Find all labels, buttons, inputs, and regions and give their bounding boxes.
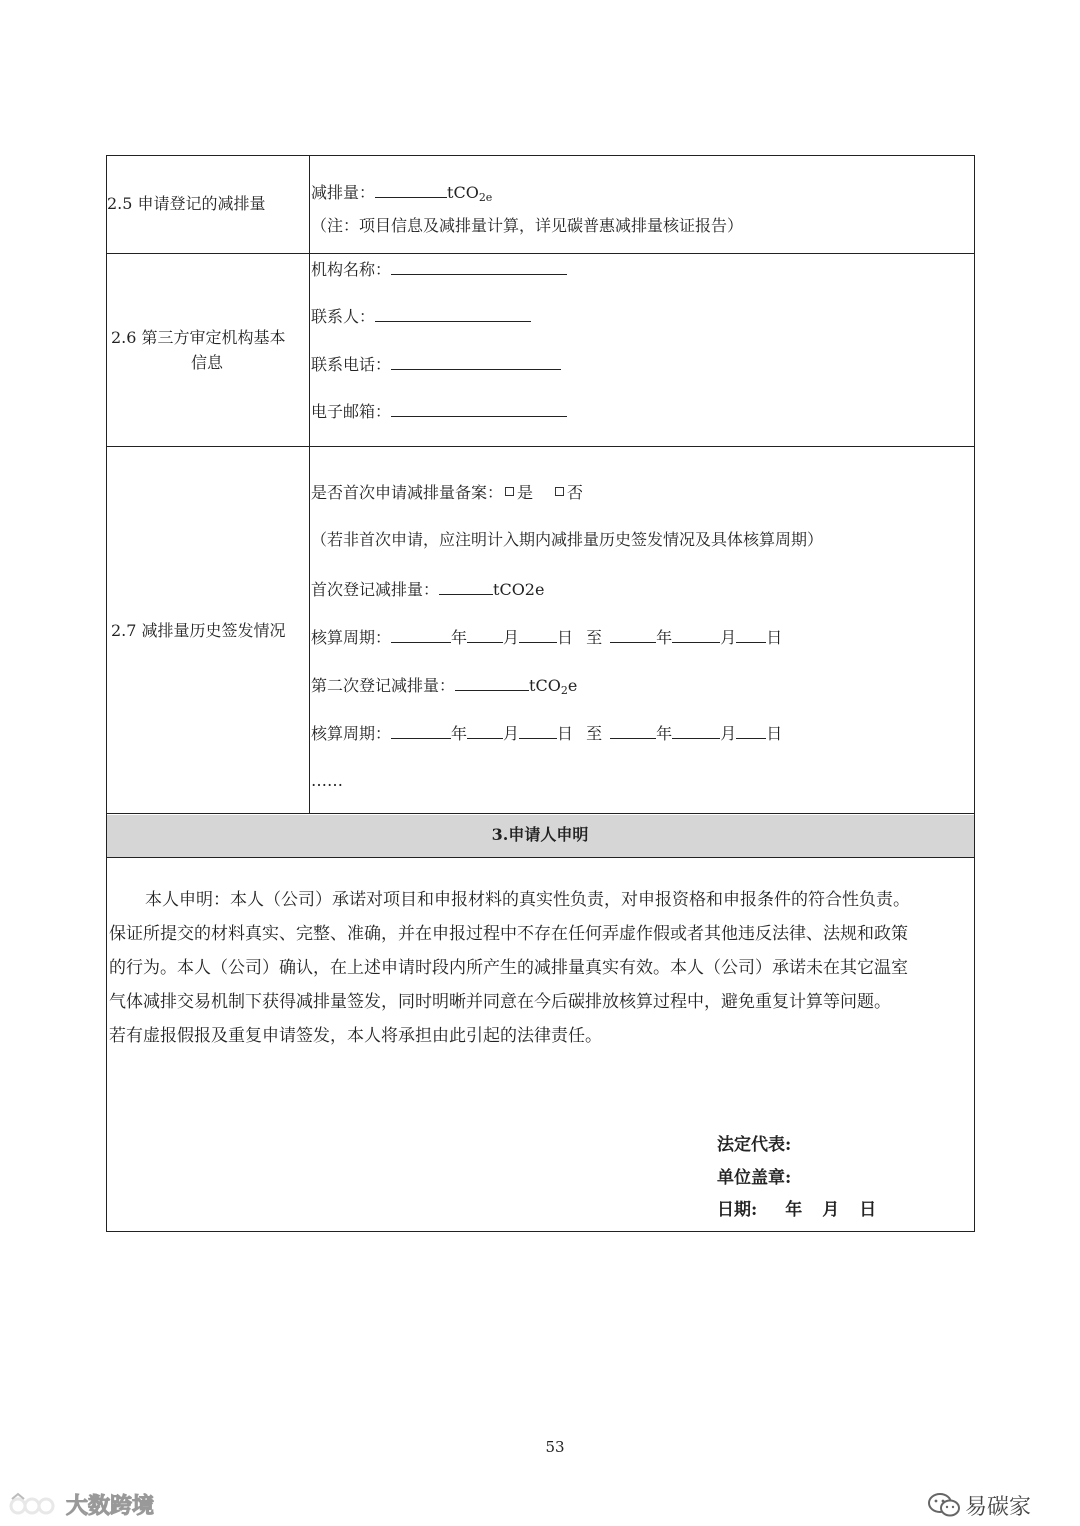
declaration-line: 保证所提交的材料真实、完整、准确，并在申报过程中不存在任何弄虚作假或者其他违反法律、法规和政策 xyxy=(109,924,908,944)
day-label: 日 xyxy=(766,628,783,647)
day-label: 日 xyxy=(557,724,574,743)
no-checkbox[interactable] xyxy=(555,487,564,496)
day-label: 日 xyxy=(766,724,783,743)
yes-label: 是 xyxy=(517,483,534,502)
year-label: 年 xyxy=(656,724,673,743)
row-divider-26-27 xyxy=(106,446,975,447)
period1-start-month[interactable] xyxy=(467,626,503,643)
phone-blank[interactable] xyxy=(391,353,561,370)
second-reg-label: 第二次登记减排量： xyxy=(311,676,456,695)
date-field xyxy=(717,1200,876,1220)
reduction-label: 减排量： xyxy=(311,183,376,202)
seal-label: 单位盖章: xyxy=(717,1168,792,1188)
row-2-7-label: 2.7 减排量历史签发情况 xyxy=(111,621,286,640)
legal-rep-label: 法定代表: xyxy=(717,1135,792,1155)
first-reg-unit: tCO2e xyxy=(493,580,545,599)
table-right-border xyxy=(974,155,975,1232)
period2-start-year[interactable] xyxy=(391,722,451,739)
period-label: 核算周期： xyxy=(311,724,392,743)
second-reg-blank[interactable] xyxy=(455,674,529,691)
period1-end-year[interactable] xyxy=(610,626,656,643)
second-reg-unit-sub: 2 xyxy=(560,684,568,697)
reduction-field xyxy=(311,181,492,208)
month-label: 月 xyxy=(503,628,520,647)
declaration-paragraph xyxy=(109,883,971,1053)
watermark-left-text: 大数跨境 xyxy=(66,1493,155,1519)
watermark-left xyxy=(8,1490,154,1518)
contact-field xyxy=(311,305,531,327)
second-reg-unit: tCO xyxy=(529,676,561,695)
second-reg-unit-e: e xyxy=(567,676,578,695)
email-field xyxy=(311,400,567,422)
to-label: 至 xyxy=(586,724,603,743)
period1-start-day[interactable] xyxy=(519,626,557,643)
first-reg-blank[interactable] xyxy=(439,578,493,595)
to-label: 至 xyxy=(586,628,603,647)
yes-checkbox[interactable] xyxy=(505,487,514,496)
year-label: 年 xyxy=(656,628,673,647)
year-label: 年 xyxy=(451,628,468,647)
period-2 xyxy=(311,722,782,744)
month-label: 月 xyxy=(720,724,737,743)
table-left-border xyxy=(106,155,107,1232)
column-divider xyxy=(309,155,310,814)
date-day: 日 xyxy=(859,1200,877,1220)
no-label: 否 xyxy=(567,483,584,502)
date-label: 日期: xyxy=(717,1200,758,1220)
phone-label: 联系电话： xyxy=(311,355,392,374)
month-label: 月 xyxy=(503,724,520,743)
first-application-question xyxy=(311,483,583,503)
period-label: 核算周期： xyxy=(311,628,392,647)
year-label: 年 xyxy=(451,724,468,743)
reduction-blank[interactable] xyxy=(375,181,447,198)
date-month: 月 xyxy=(822,1200,840,1220)
declaration-line: 的行为。本人（公司）确认，在上述申请时段内所产生的减排量真实有效。本人（公司）承诺未在其它温室 xyxy=(109,958,908,978)
row-2-6-label-line1: 2.6 第三方审定机构基本 xyxy=(111,328,286,347)
reduction-unit: tCO xyxy=(447,183,479,202)
first-reg-field xyxy=(311,578,544,600)
month-label: 月 xyxy=(720,628,737,647)
contact-blank[interactable] xyxy=(375,305,531,322)
watermark-right-text: 易碳家 xyxy=(965,1494,1032,1520)
period2-end-day[interactable] xyxy=(736,722,766,739)
first-question-label: 是否首次申请减排量备案： xyxy=(311,483,504,502)
declaration-line: 本人申明：本人（公司）承诺对项目和申报材料的真实性负责，对申报资格和申报条件的符合性负责。 xyxy=(145,890,910,910)
day-label: 日 xyxy=(557,628,574,647)
org-name-field xyxy=(311,258,567,280)
watermark-right xyxy=(927,1490,1031,1520)
wechat-icon xyxy=(927,1491,961,1519)
row-divider-25-26 xyxy=(106,253,975,254)
page-number: 53 xyxy=(545,1438,565,1456)
period2-end-year[interactable] xyxy=(610,722,656,739)
declaration-line: 若有虚报假报及重复申请签发，本人将承担由此引起的法律责任。 xyxy=(109,1026,602,1046)
period1-start-year[interactable] xyxy=(391,626,451,643)
contact-label: 联系人： xyxy=(311,307,376,326)
ellipsis: …… xyxy=(311,771,343,790)
period1-end-month[interactable] xyxy=(672,626,720,643)
phone-field xyxy=(311,353,561,375)
declaration-header: 3.申请人申明 xyxy=(491,825,589,844)
row-2-6-label-line2: 信息 xyxy=(191,353,224,372)
table-top-border xyxy=(106,155,975,156)
org-name-blank[interactable] xyxy=(391,258,567,275)
period1-end-day[interactable] xyxy=(736,626,766,643)
watermark-logo-icon xyxy=(8,1491,64,1517)
declaration-line: 气体减排交易机制下获得减排量签发，同时明晰并同意在今后碳排放核算过程中，避免重复计算等问题。 xyxy=(109,992,891,1012)
email-blank[interactable] xyxy=(391,400,567,417)
period2-start-month[interactable] xyxy=(467,722,503,739)
first-reg-label: 首次登记减排量： xyxy=(311,580,440,599)
org-name-label: 机构名称： xyxy=(311,260,392,279)
period-1 xyxy=(311,626,782,648)
table-bottom-border xyxy=(106,1231,975,1232)
period2-start-day[interactable] xyxy=(519,722,557,739)
period2-end-month[interactable] xyxy=(672,722,720,739)
reduction-note: （注：项目信息及减排量计算，详见碳普惠减排量核证报告） xyxy=(311,216,744,235)
reduction-unit-sub: 2e xyxy=(478,191,493,204)
email-label: 电子邮箱： xyxy=(311,402,392,421)
row-divider-27-3 xyxy=(106,813,975,814)
row-2-5-label: 2.5 申请登记的减排量 xyxy=(107,194,266,213)
history-note: （若非首次申请，应注明计入期内减排量历史签发情况及具体核算周期） xyxy=(311,530,824,549)
date-year: 年 xyxy=(785,1200,803,1220)
second-reg-field xyxy=(311,674,577,701)
header-bottom-border xyxy=(106,857,975,858)
